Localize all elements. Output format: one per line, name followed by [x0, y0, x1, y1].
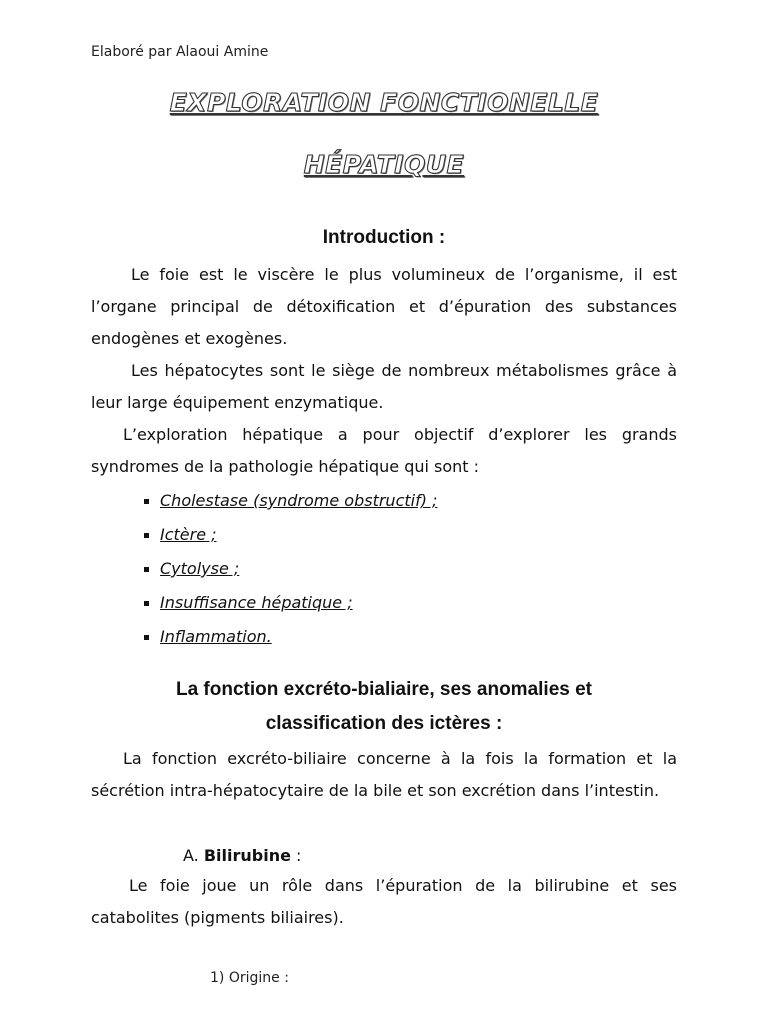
author-line: Elaboré par Alaoui Amine [91, 44, 269, 60]
list-item: Cholestase (syndrome obstructif) ; [144, 484, 437, 518]
numbered-heading-origine: 1) Origine : [210, 970, 289, 986]
square-bullet-icon [144, 601, 149, 606]
list-item: Ictère ; [144, 518, 437, 552]
syndrome-list [144, 484, 437, 654]
section-heading [120, 673, 648, 741]
list-item: Insuffisance hépatique ; [144, 586, 437, 620]
introduction-heading: Introduction : [322, 227, 446, 248]
intro-paragraph-3: L’exploration hépatique a pour objectif d’explorer les grands syndromes de la pathologie hépatique qui sont : [91, 425, 677, 476]
section-paragraph-1: La fonction excréto-biliaire concerne à la fois la formation et la sécrétion intra-hépatocytaire de la bile et son excrétion dans l’intestin. [91, 749, 677, 800]
document-title-line-2: HÉPATIQUE [303, 150, 465, 179]
subsection-heading [183, 840, 301, 872]
square-bullet-icon [144, 635, 149, 640]
square-bullet-icon [144, 533, 149, 538]
intro-paragraph-1: Le foie est le viscère le plus volumineux de l’organisme, il est l’organe principal de détoxification et d’épuration des substances endogènes et exogènes. [91, 265, 677, 348]
subsection-title: Bilirubine [203, 846, 291, 865]
subsection-number: A. [183, 846, 199, 865]
section-heading-line-1: La fonction excréto-bialiaire, ses anomalies et [175, 679, 593, 700]
section-heading-line-2: classification des ictères : [265, 713, 503, 734]
list-item: Cytolyse ; [144, 552, 437, 586]
document-title-line-1: EXPLORATION FONCTIONELLE [169, 88, 599, 117]
list-item: Inflammation. [144, 620, 437, 654]
square-bullet-icon [144, 567, 149, 572]
section-paragraph-2: Le foie joue un rôle dans l’épuration de la bilirubine et ses catabolites (pigments biliaires). [91, 876, 677, 927]
square-bullet-icon [144, 499, 149, 504]
subsection-colon: : [290, 846, 302, 865]
intro-paragraph-2: Les hépatocytes sont le siège de nombreux métabolismes grâce à leur large équipement enzymatique. [91, 361, 677, 412]
